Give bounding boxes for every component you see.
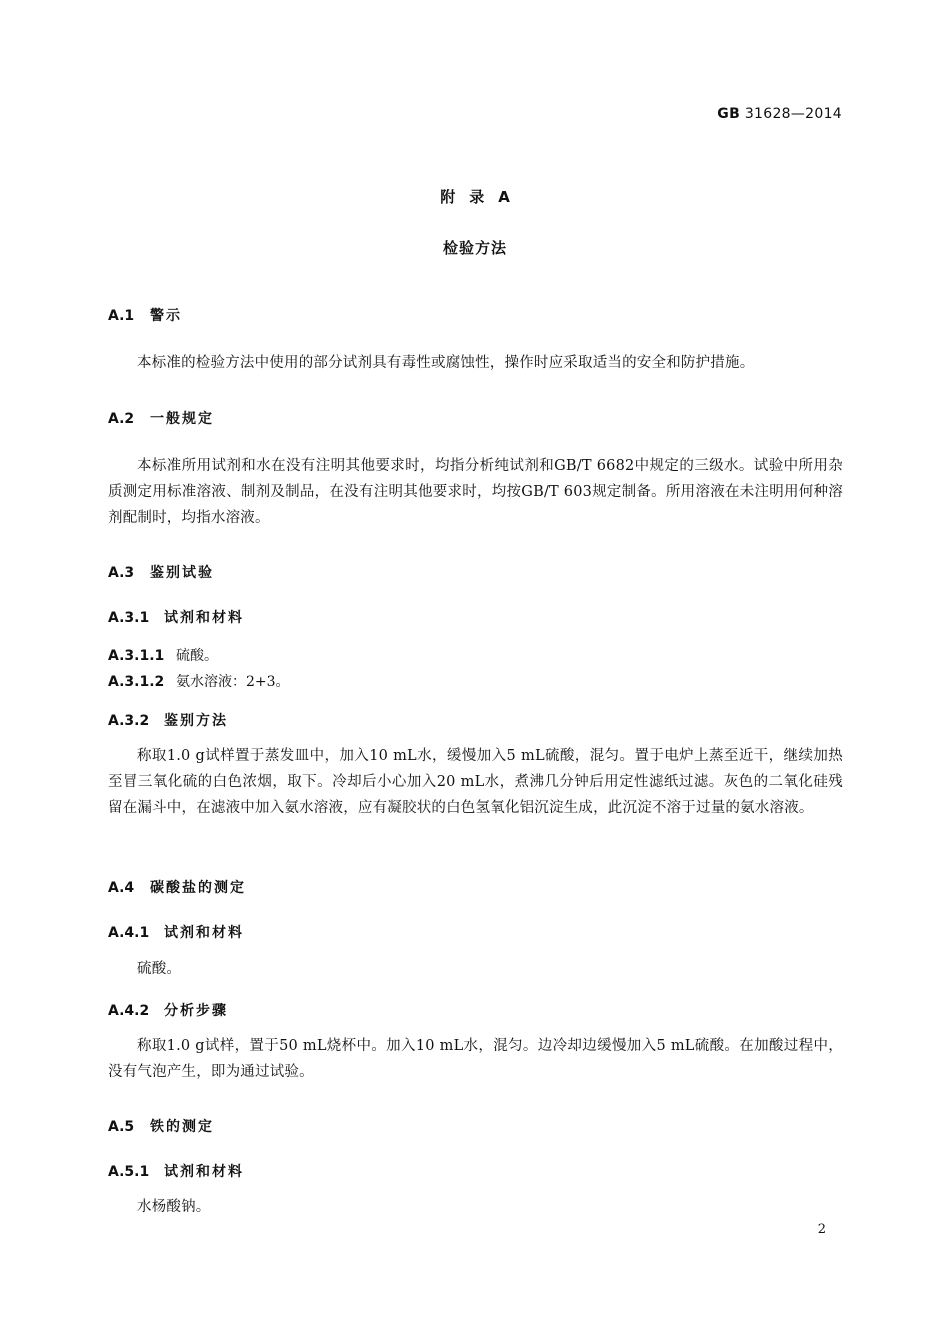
paragraph-a2: 本标准所用试剂和水在没有注明其他要求时，均指分析纯试剂和GB/T 6682中规定的三级水。试验中所用杂质测定用标准溶液、制剂及制品，在没有注明其他要求时，均按GB/T 603规定制备。所用溶液在未注明用何种溶剂配制时，均指水溶液。 — [108, 458, 843, 526]
section-heading-a42 — [108, 1000, 228, 1020]
section-heading-a41 — [108, 922, 244, 942]
section-number: A.3 — [108, 565, 135, 581]
list-item-a311 — [108, 645, 218, 665]
paragraph-a1: 本标准的检验方法中使用的部分试剂具有毒性或腐蚀性，操作时应采取适当的安全和防护措施。 — [137, 355, 755, 371]
section-number: A.3.2 — [108, 713, 150, 729]
item-text: 氨水溶液：2+3。 — [176, 674, 290, 690]
standard-number: 31628—2014 — [744, 106, 842, 122]
section-heading-a32 — [108, 710, 228, 730]
section-title: 铁的测定 — [150, 1119, 214, 1135]
list-item-a312 — [108, 671, 290, 691]
paragraph-a32: 称取1.0 g试样置于蒸发皿中，加入10 mL水，缓慢加入5 mL硫酸，混匀。置于电炉上蒸至近干，继续加热至冒三氧化硫的白色浓烟，取下。冷却后小心加入20 mL水，煮沸几分钟后用定性滤纸过滤。灰色的二氧化硅残留在漏斗中，在滤液中加入氨水溶液，应有凝胶状的白色氢氧化铝沉淀生成，此沉淀不溶于过量的氨水溶液。 — [108, 748, 843, 816]
section-number: A.5 — [108, 1119, 135, 1135]
section-heading-a1 — [108, 305, 182, 325]
section-number: A.5.1 — [108, 1164, 150, 1180]
section-title: 一般规定 — [150, 411, 214, 427]
section-number: A.4.1 — [108, 925, 150, 941]
item-number: A.3.1.1 — [108, 648, 165, 664]
section-number: A.4.2 — [108, 1003, 150, 1019]
item-number: A.3.1.2 — [108, 674, 165, 690]
section-heading-a4 — [108, 877, 246, 897]
section-heading-a31 — [108, 607, 244, 627]
section-title: 警示 — [150, 308, 182, 324]
section-title: 试剂和材料 — [164, 610, 244, 626]
section-title: 分析步骤 — [164, 1003, 228, 1019]
section-title: 鉴别试验 — [150, 565, 214, 581]
section-heading-a5 — [108, 1116, 214, 1136]
section-number: A.4 — [108, 880, 135, 896]
paragraph-a51: 水杨酸钠。 — [137, 1199, 211, 1215]
item-text: 硫酸。 — [176, 648, 218, 664]
section-number: A.3.1 — [108, 610, 150, 626]
section-heading-a51 — [108, 1161, 244, 1181]
annex-subtitle: 检验方法 — [442, 239, 507, 257]
section-number: A.2 — [108, 411, 135, 427]
annex-title: 附录A — [440, 188, 524, 206]
standard-prefix: GB — [717, 106, 741, 122]
section-title: 碳酸盐的测定 — [150, 880, 246, 896]
section-title: 鉴别方法 — [164, 713, 228, 729]
section-number: A.1 — [108, 308, 135, 324]
paragraph-a42: 称取1.0 g试样，置于50 mL烧杯中。加入10 mL水，混匀。边冷却边缓慢加入5 mL硫酸。在加酸过程中，没有气泡产生，即为通过试验。 — [108, 1038, 843, 1080]
section-heading-a2 — [108, 408, 214, 428]
paragraph-a41: 硫酸。 — [137, 961, 182, 977]
section-title: 试剂和材料 — [164, 1164, 244, 1180]
section-title: 试剂和材料 — [164, 925, 244, 941]
page-number: 2 — [817, 1222, 826, 1237]
section-heading-a3 — [108, 562, 214, 582]
standard-code — [717, 106, 842, 122]
